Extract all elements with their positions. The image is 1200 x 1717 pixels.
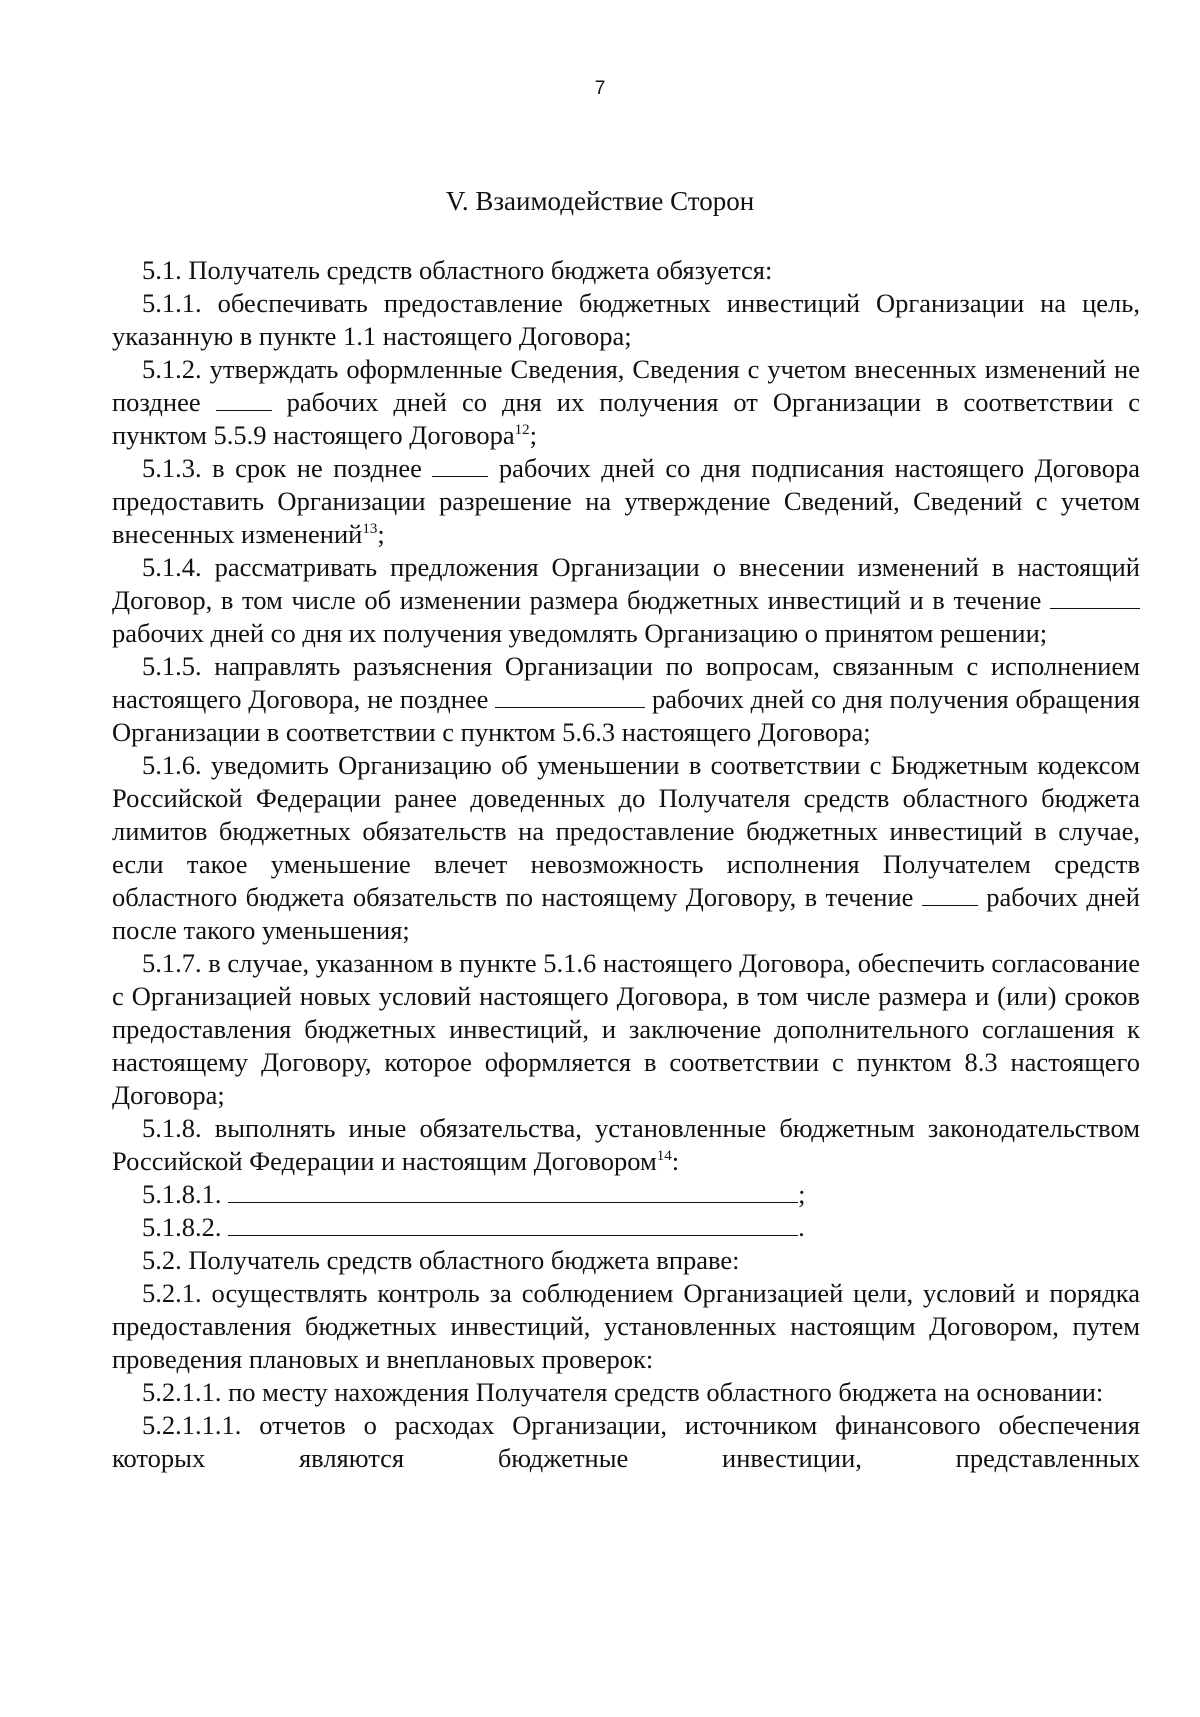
paragraph-5-1-8	[112, 1112, 1140, 1178]
paragraph-5-1-4	[112, 551, 1140, 650]
fill-in-blank	[228, 1180, 798, 1203]
paragraph-text: 5.1.5. направлять разъяснения Организации по вопросам, связанным с исполнением настоящего Договора, не позднее	[112, 651, 1140, 714]
paragraph-5-1-8-2	[112, 1211, 1140, 1244]
fill-in-blank	[432, 454, 488, 477]
paragraph-punct: ;	[377, 519, 385, 549]
paragraph-text: 5.2. Получатель средств областного бюджета вправе:	[142, 1245, 740, 1275]
paragraph-5-1	[112, 254, 1140, 287]
paragraph-text: 5.1.3. в срок не позднее	[142, 453, 422, 483]
footnote-ref: 13	[362, 521, 378, 538]
paragraph-text: 5.2.1.1. по месту нахождения Получателя средств областного бюджета на основании:	[142, 1377, 1104, 1407]
paragraph-5-2-1-1-1	[112, 1409, 1140, 1475]
paragraph-text: рабочих дней со дня получения обращения Организации в соответствии с пунктом 5.6.3 настоящего Договора;	[112, 684, 1140, 747]
paragraph-punct: .	[798, 1212, 805, 1242]
paragraph-5-1-8-1	[112, 1178, 1140, 1211]
paragraph-text: рабочих дней со дня подписания настоящего Договора предоставить Организации разрешение на утверждение Сведений, Сведений с учетом внесенных изменений	[112, 453, 1141, 549]
paragraph-text: рабочих дней после такого уменьшения;	[112, 882, 1140, 945]
fill-in-blank	[495, 685, 645, 708]
paragraph-text: 5.1.8.1.	[142, 1179, 222, 1209]
paragraph-text: 5.1. Получатель средств областного бюджета обязуется:	[142, 255, 773, 285]
paragraph-text: 5.1.8. выполнять иные обязательства, установленные бюджетным законодательством Российской Федерации и настоящим Договором	[112, 1113, 1140, 1176]
paragraph-5-2-1-1	[112, 1376, 1140, 1409]
paragraph-text: 5.1.1. обеспечивать предоставление бюджетных инвестиций Организации на цель, указанную в пункте 1.1 настоящего Договора;	[112, 288, 1140, 351]
paragraph-5-2	[112, 1244, 1140, 1277]
paragraph-text: 5.1.6. уведомить Организацию об уменьшении в соответствии с Бюджетным кодексом Российской Федерации ранее доведенных до Получателя средств областного бюджета лимитов бюджетных обязательств на предоставление бюджетных инвестиций в случае, если такое уменьшение влечет невозможность исполнения Получателем средств областного бюджета обязательств по настоящему Договору, в течение	[112, 750, 1140, 912]
footnote-ref: 12	[514, 422, 530, 439]
paragraph-5-1-7	[112, 947, 1140, 1112]
paragraph-5-1-6	[112, 749, 1140, 947]
paragraph-5-2-1	[112, 1277, 1140, 1376]
paragraph-text: рабочих дней со дня их получения от Организации в соответствии с пунктом 5.5.9 настоящего Договора	[112, 387, 1140, 450]
paragraph-5-1-5	[112, 650, 1140, 749]
paragraph-text: 5.2.1.1.1. отчетов о расходах Организации, источником финансового обеспечения которых являются бюджетные инвестиции, представленных	[112, 1410, 1140, 1473]
paragraph-5-1-2	[112, 353, 1140, 452]
paragraph-text: рабочих дней со дня их получения уведомлять Организацию о принятом решении;	[112, 618, 1048, 648]
paragraph-text: 5.1.2. утверждать оформленные Сведения, Сведения с учетом внесенных изменений не позднее	[112, 354, 1140, 417]
fill-in-blank	[228, 1213, 798, 1236]
fill-in-blank	[1050, 586, 1140, 609]
fill-in-blank	[922, 883, 978, 906]
footnote-ref: 14	[656, 1148, 672, 1165]
paragraph-5-1-1	[112, 287, 1140, 353]
section-title: V. Взаимодействие Сторон	[445, 186, 755, 216]
paragraph-punct: :	[671, 1146, 680, 1176]
page-number: 7	[594, 78, 606, 99]
paragraph-text: 5.2.1. осуществлять контроль за соблюдением Организацией цели, условий и порядка предоставления бюджетных инвестиций, установленных настоящим Договором, путем проведения плановых и внеплановых проверок:	[112, 1278, 1140, 1374]
fill-in-blank	[216, 388, 272, 411]
paragraph-text: 5.1.8.2.	[142, 1212, 222, 1242]
paragraph-text: 5.1.7. в случае, указанном в пункте 5.1.6 настоящего Договора, обеспечить согласование с Организацией новых условий настоящего Договора, в том числе размера и (или) сроков предоставления бюджетных инвестиций, и заключение дополнительного соглашения к настоящему Договору, которое оформляется в соответствии с пунктом 8.3 настоящего Договора;	[112, 948, 1140, 1110]
paragraph-5-1-3	[112, 452, 1140, 551]
paragraph-punct: ;	[798, 1179, 806, 1209]
paragraph-punct: ;	[529, 420, 538, 450]
paragraph-text: 5.1.4. рассматривать предложения Организации о внесении изменений в настоящий Договор, в том числе об изменении размера бюджетных инвестиций и в течение	[112, 552, 1140, 615]
document-body	[112, 254, 1140, 1475]
